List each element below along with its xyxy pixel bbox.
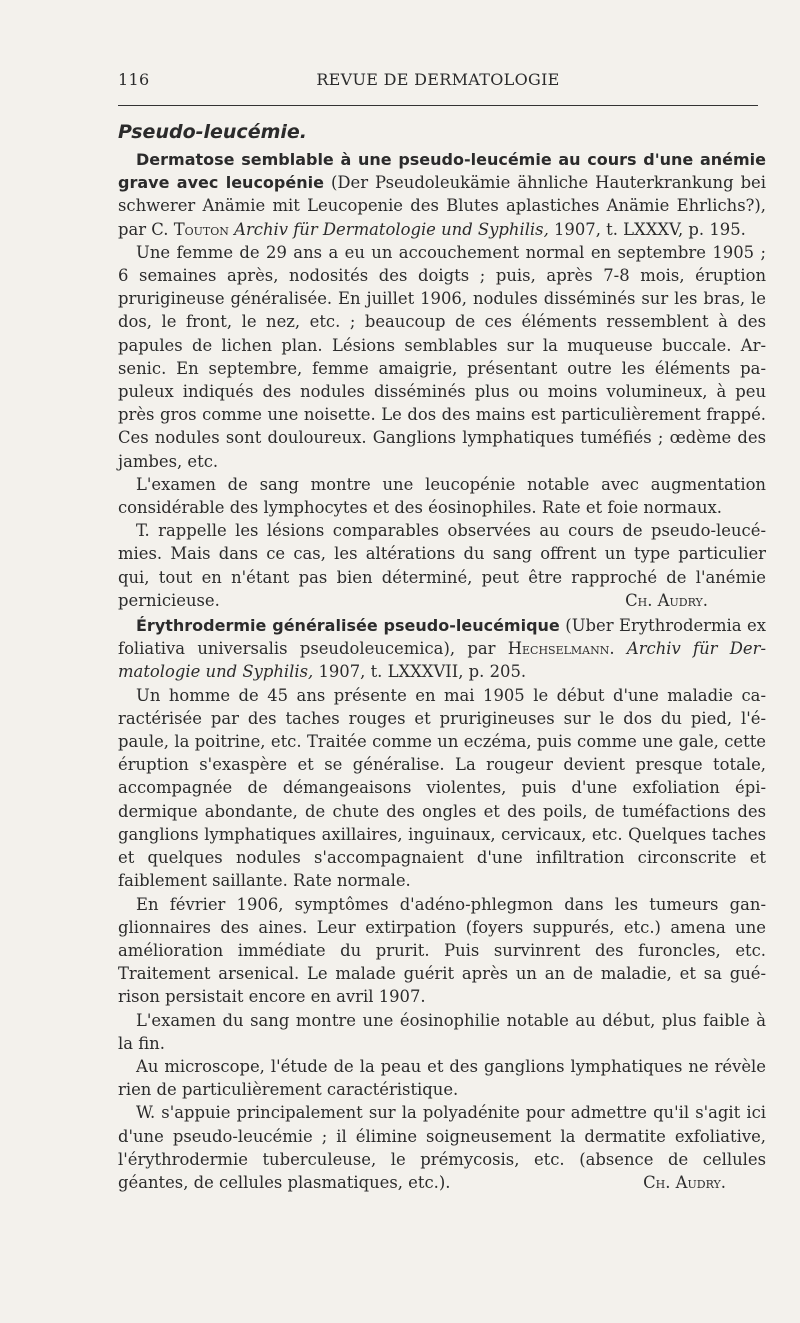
article-2-title: Érythrodermie généralisée pseudo-leucémique [136, 616, 560, 636]
article-1-author: Touton [173, 219, 229, 239]
article-1-ref-end: 1907, t. LXXXV, p. 195. [548, 219, 746, 239]
article-2 [118, 614, 766, 1194]
article-1-journal: Archiv für Dermatologie und Syphilis, [234, 219, 549, 239]
article-2-paragraph-text: W. s'appuie principalement sur la polyadénite pour admettre qu'il s'agit ici d'une pseudo-leucémie ; il élimine soigneusement la dermatite exfoliative, l'érythrodermie tuberculeuse, le prémycosis, etc. (absence de cellules géantes, de cellules plasmatiques, etc.). [118, 1103, 766, 1192]
article-1-paragraph [118, 519, 766, 612]
article-1 [118, 148, 766, 612]
article-2-paragraph: En février 1906, symptômes d'adéno-phlegmon dans les tumeurs ganglionnaires des aines. Leur extirpation (foyers suppurés, etc.) amena une amélioration immédiate du prurit. Puis survinrent des furoncles, etc. Traitement arsenical. Le malade guérit après un an de maladie, et sa guérison persistait encore en avril 1907. [118, 894, 766, 1007]
article-1-signature: Ch. Audry. [625, 590, 708, 610]
article-1-paragraph-text: T. rappelle les lésions comparables observées au cours de pseudo-leucémies. Mais dans ce cas, les altérations du sang offrent un type particulier qui, tout en n'étant pas bien déterminé, peut être rapproché de l'anémie pernicieuse. [118, 521, 766, 610]
article-2-ref: (Uber Erythrodermia ex foliativa universalis pseudoleucemica), par [118, 616, 766, 659]
article-2-paragraph: Un homme de 45 ans présente en mai 1905 le début d'une maladie caractérisée par des taches rouges et prurigineuses sur le dos du pied, l'épaule, la poitrine, etc. Traitée comme un eczéma, puis comme une gale, cette éruption s'exaspère et se généralise. La rougeur devient presque totale, accompagnée de démangeaisons violentes, puis d'une exfoliation épidermique abondante, de chute des ongles et des poils, de tuméfactions des ganglions lymphatiques axillaires, inguinaux, cervicaux, etc. Quelques taches et quelques nodules s'accompagnaient d'une infiltration circonscrite et faiblement saillante. Rate normale. [118, 685, 766, 891]
article-2-author: Hechselmann. [507, 639, 615, 659]
article-1-paragraph: Une femme de 29 ans a eu un accouchement normal en septembre 1905 ; 6 semaines après, nodosités des doigts ; puis, après 7-8 mois, éruption prurigineuse généralisée. En juillet 1906, nodules disséminés sur les bras, le dos, le front, le nez, etc. ; beaucoup de ces éléments ressemblent à des papules de lichen plan. Lésions semblables sur la muqueuse buccale. Arsenic. En septembre, femme amaigrie, présentant outre les éléments papuleux indiqués des nodules disséminés plus ou moins volumineux, à peu près gros comme une noisette. Le dos des mains est particulièrement frappé. Ces nodules sont douloureux. Ganglions lymphatiques tuméfiés ; œdème des jambes, etc. [118, 242, 766, 471]
running-header [118, 70, 758, 96]
article-1-title: Dermatose semblable à une pseudo-leucémie au cours d'une anémie grave avec leucopénie [118, 150, 766, 193]
page-number: 116 [118, 70, 150, 89]
article-1-heading [118, 148, 766, 241]
section-title: Pseudo-leucémie. [118, 121, 307, 143]
article-2-journal: Archiv für Dermatologie und Syphilis, [118, 639, 766, 682]
article-2-paragraph [118, 1101, 766, 1194]
article-2-paragraph: L'examen du sang montre une éosinophilie notable au début, plus faible à la fin. [118, 1010, 766, 1053]
header-rule [118, 105, 758, 106]
article-2-heading [118, 614, 766, 684]
article-2-signature: Ch. Audry. [643, 1172, 726, 1192]
article-1-paragraph: L'examen de sang montre une leucopénie notable avec augmentation considérable des lymphocytes et des éosinophiles. Rate et foie normaux. [118, 474, 766, 518]
article-2-ref-end: 1907, t. LXXXVII, p. 205. [313, 662, 527, 682]
article-1-ref: (Der Pseudoleukämie ähnliche Hauterkrankung bei schwerer Anämie mit Leucopenie des Blutes aplastiches Anämie Ehrlichs?), par C. [118, 173, 767, 239]
article-2-paragraph: Au microscope, l'étude de la peau et des ganglions lymphatiques ne révèle rien de particulièrement caractéristique. [118, 1056, 766, 1100]
page-content [118, 118, 766, 1194]
running-title: REVUE DE DERMATOLOGIE [316, 70, 560, 89]
